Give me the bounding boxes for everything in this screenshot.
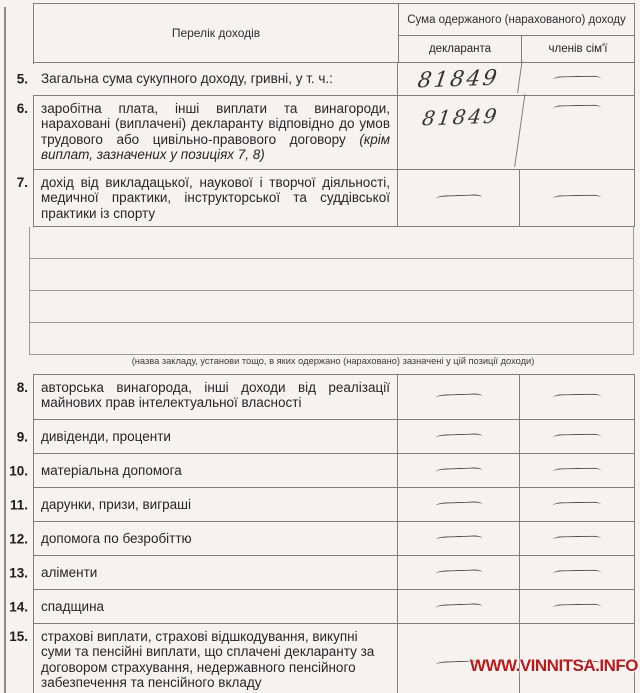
family-amount-cell — [520, 63, 634, 95]
table-row-5 — [16, 63, 634, 96]
handwritten-dash — [553, 467, 601, 474]
row-number: 5. — [16, 71, 28, 87]
row-number: 11. — [9, 497, 28, 512]
write-in-caption: (назва закладу, установи тощо, в яких одержано (нараховано) зазначені у цій позиції доходи) — [131, 356, 535, 366]
handwritten-dash — [435, 467, 481, 475]
family-amount-cell — [520, 420, 634, 453]
row-number: 8. — [16, 380, 28, 395]
declarant-amount-cell — [398, 454, 520, 487]
declarant-amount-cell — [398, 170, 520, 226]
income-description — [34, 522, 398, 555]
write-in-line — [30, 227, 633, 259]
declarant-amount-cell — [398, 556, 520, 589]
row-number: 10. — [9, 463, 28, 478]
table-row-7 — [16, 170, 634, 226]
family-amount-cell — [520, 454, 634, 487]
declarant-amount-cell: 81849 — [395, 61, 522, 97]
header-col-declarant: декларанта — [399, 36, 522, 62]
income-description-text: дивіденди, проценти — [41, 428, 171, 444]
income-description-text: Загальна сума сукупного доходу, гривні, у т. ч.: — [41, 71, 333, 87]
handwritten-dash — [553, 501, 601, 508]
income-description-text: дарунки, призи, виграші — [41, 496, 191, 512]
income-description-text: аліменти — [41, 564, 98, 580]
row-number: 9. — [16, 429, 28, 444]
handwritten-dash — [435, 501, 481, 509]
row-number: 14. — [9, 599, 28, 614]
row-number: 12. — [9, 531, 28, 546]
institution-write-in-lines — [29, 227, 634, 355]
income-description — [34, 63, 398, 95]
handwritten-dash — [553, 603, 601, 610]
declarant-amount-cell — [398, 522, 520, 555]
handwritten-dash — [553, 393, 601, 400]
handwritten-dash — [553, 194, 601, 201]
income-description — [34, 624, 398, 693]
family-amount-cell — [520, 556, 634, 589]
row-number: 13. — [9, 565, 28, 580]
handwritten-dash — [553, 433, 601, 440]
declarant-amount-cell: 81849 — [393, 94, 526, 171]
declarant-amount-cell — [398, 488, 520, 521]
table-row-9 — [16, 420, 634, 454]
handwritten-dash — [553, 104, 601, 111]
income-description-text: заробітна плата, інші виплати та винагороди, нараховані (виплачені) декларанту відповідно до умов трудового або цивільно-правового договору — [41, 101, 390, 147]
income-description — [34, 590, 398, 623]
header-col-family: членів сім'ї — [548, 43, 608, 55]
family-amount-cell — [520, 590, 634, 623]
income-description-text: спадщина — [41, 598, 105, 614]
table-row-10 — [9, 454, 634, 488]
handwritten-dash — [435, 393, 481, 401]
family-amount-cell — [520, 375, 634, 419]
income-table-bottom — [9, 374, 635, 693]
handwritten-dash — [435, 603, 481, 611]
header-sum-group — [399, 4, 634, 62]
header-sum-title: Сума одержаного (нарахованого) доходу — [399, 4, 634, 36]
handwritten-dash — [435, 535, 481, 543]
write-in-line — [30, 323, 633, 355]
income-description-text: дохід від викладацької, наукової і творчої діяльності, медичної практики, інструкторської та суддівської практики із спорту — [41, 175, 390, 221]
income-description — [34, 96, 398, 169]
income-description-text: авторська винагорода, інші доходи від реалізації майнових прав інтелектуальної власності — [41, 380, 390, 411]
row-number: 7. — [16, 175, 28, 190]
income-description — [34, 420, 398, 453]
family-amount-cell — [520, 522, 634, 555]
declarant-amount-cell — [398, 590, 520, 623]
write-in-line — [30, 259, 633, 291]
income-description-text: страхові виплати, страхові відшкодування, викупні суми та пенсійні виплати, що сплачені декларанту за договором страхування, недержавного пенсійного забезпечення та пенсійного вкладу — [41, 629, 375, 690]
table-row-6 — [16, 96, 634, 170]
table-row-13 — [9, 556, 634, 590]
income-description-text: матеріальна допомога — [41, 462, 182, 478]
handwritten-dash — [435, 569, 481, 577]
table-row-11 — [9, 488, 634, 522]
family-amount-cell — [520, 170, 634, 226]
income-table-top — [16, 3, 635, 227]
handwritten-dash — [553, 535, 601, 542]
watermark: WWW.VINNITSA.INFO — [469, 656, 638, 675]
income-description — [34, 375, 398, 419]
header-income-list: Перелік доходів — [34, 4, 399, 62]
row-number: 6. — [16, 101, 28, 116]
handwritten-dash — [435, 194, 481, 202]
scan-artifact-mask — [33, 64, 34, 95]
table-row-14 — [9, 590, 634, 624]
declarant-amount-cell — [398, 375, 520, 419]
row-number: 15. — [9, 629, 28, 644]
income-description — [34, 556, 398, 589]
income-description-text: допомога по безробіттю — [41, 530, 192, 546]
declarant-amount-cell — [398, 420, 520, 453]
table-row-8 — [16, 375, 634, 420]
family-amount-cell — [520, 96, 634, 169]
family-amount-cell — [520, 488, 634, 521]
handwritten-dash — [553, 75, 601, 82]
table-row-12 — [9, 522, 634, 556]
income-description — [34, 170, 398, 226]
handwritten-dash — [435, 433, 481, 441]
header-sum-subcolumns — [399, 36, 634, 62]
income-description — [34, 488, 398, 521]
write-in-line — [30, 291, 633, 323]
handwritten-dash — [553, 569, 601, 576]
table-header — [34, 4, 634, 63]
income-description-italic: (крім виплат, зазначених у позиціях 7, 8) — [41, 131, 390, 162]
income-description — [34, 454, 398, 487]
